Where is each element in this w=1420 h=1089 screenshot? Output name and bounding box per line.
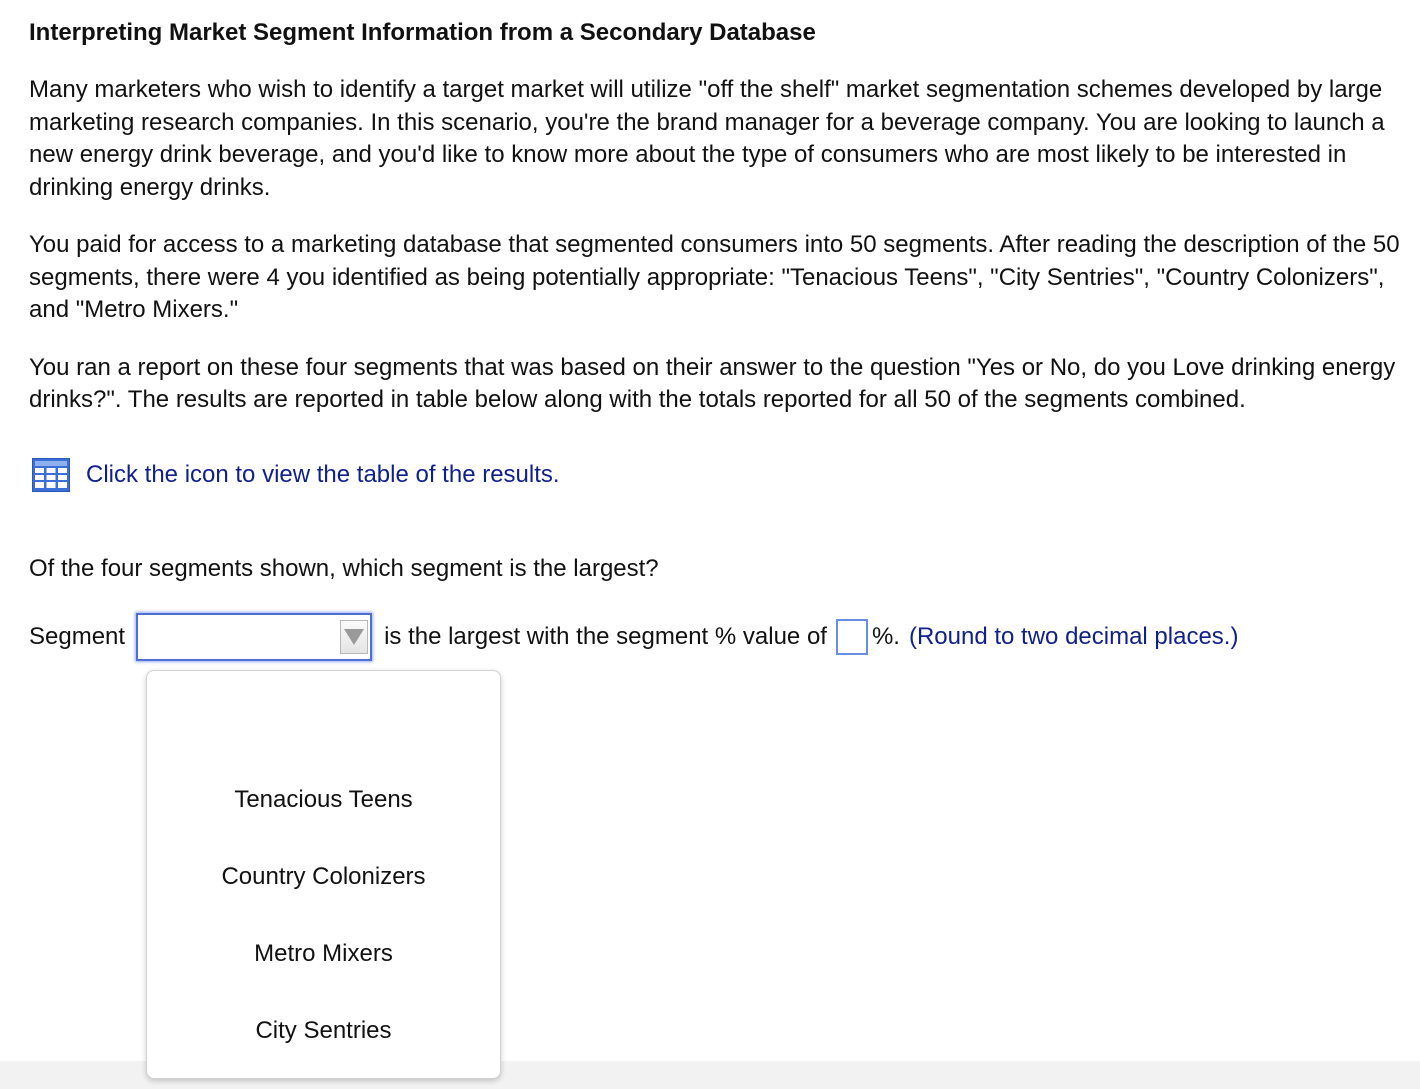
option-tenacious-teens[interactable]: Tenacious Teens (234, 786, 413, 813)
table-grid-icon[interactable] (32, 458, 70, 492)
segment-label: Segment (29, 623, 126, 650)
segment-select[interactable] (136, 613, 372, 661)
database-paragraph: You paid for access to a marketing database that segmented consumers into 50 segments. After reading the description of the 50 segments, there were 4 you identified as being potentially appropriate: "Tenacious Teens", "City Sentries", "Country Colonizers", and "Metro Mixers." (29, 231, 1400, 323)
question-text: Of the four segments shown, which segment is the largest? (29, 555, 659, 582)
view-table-link[interactable]: Click the icon to view the table of the results. (86, 460, 560, 488)
report-paragraph: You ran a report on these four segments that was based on their answer to the question "Yes or No, do you Love drinking energy drinks?". The results are reported in table below along with the totals reported for all 50 of the segments combined. (29, 353, 1396, 413)
table-link-row (29, 457, 1414, 493)
answer-row (29, 612, 1238, 662)
largest-with-text: is the largest with the segment % value of (384, 623, 827, 650)
chevron-down-icon (344, 629, 364, 645)
main-content (29, 18, 1414, 650)
option-country-colonizers[interactable]: Country Colonizers (221, 863, 426, 890)
percent-suffix: %. (871, 623, 900, 650)
option-metro-mixers[interactable]: Metro Mixers (254, 940, 393, 967)
option-city-sentries[interactable]: City Sentries (255, 1017, 392, 1044)
round-note: (Round to two decimal places.) (908, 623, 1239, 650)
segment-dropdown-menu (146, 670, 501, 1079)
select-arrow-button[interactable] (340, 620, 368, 654)
percent-value-input[interactable] (836, 619, 868, 655)
intro-paragraph: Many marketers who wish to identify a target market will utilize "off the shelf" market segmentation schemes developed by large marketing research companies. In this scenario, you're the brand manager for a beverage company. You are looking to launch a new energy drink beverage, and you'd like to know more about the type of consumers who are most likely to be interested in drinking energy drinks. (29, 76, 1385, 201)
page-title: Interpreting Market Segment Information from a Secondary Database (29, 19, 816, 46)
